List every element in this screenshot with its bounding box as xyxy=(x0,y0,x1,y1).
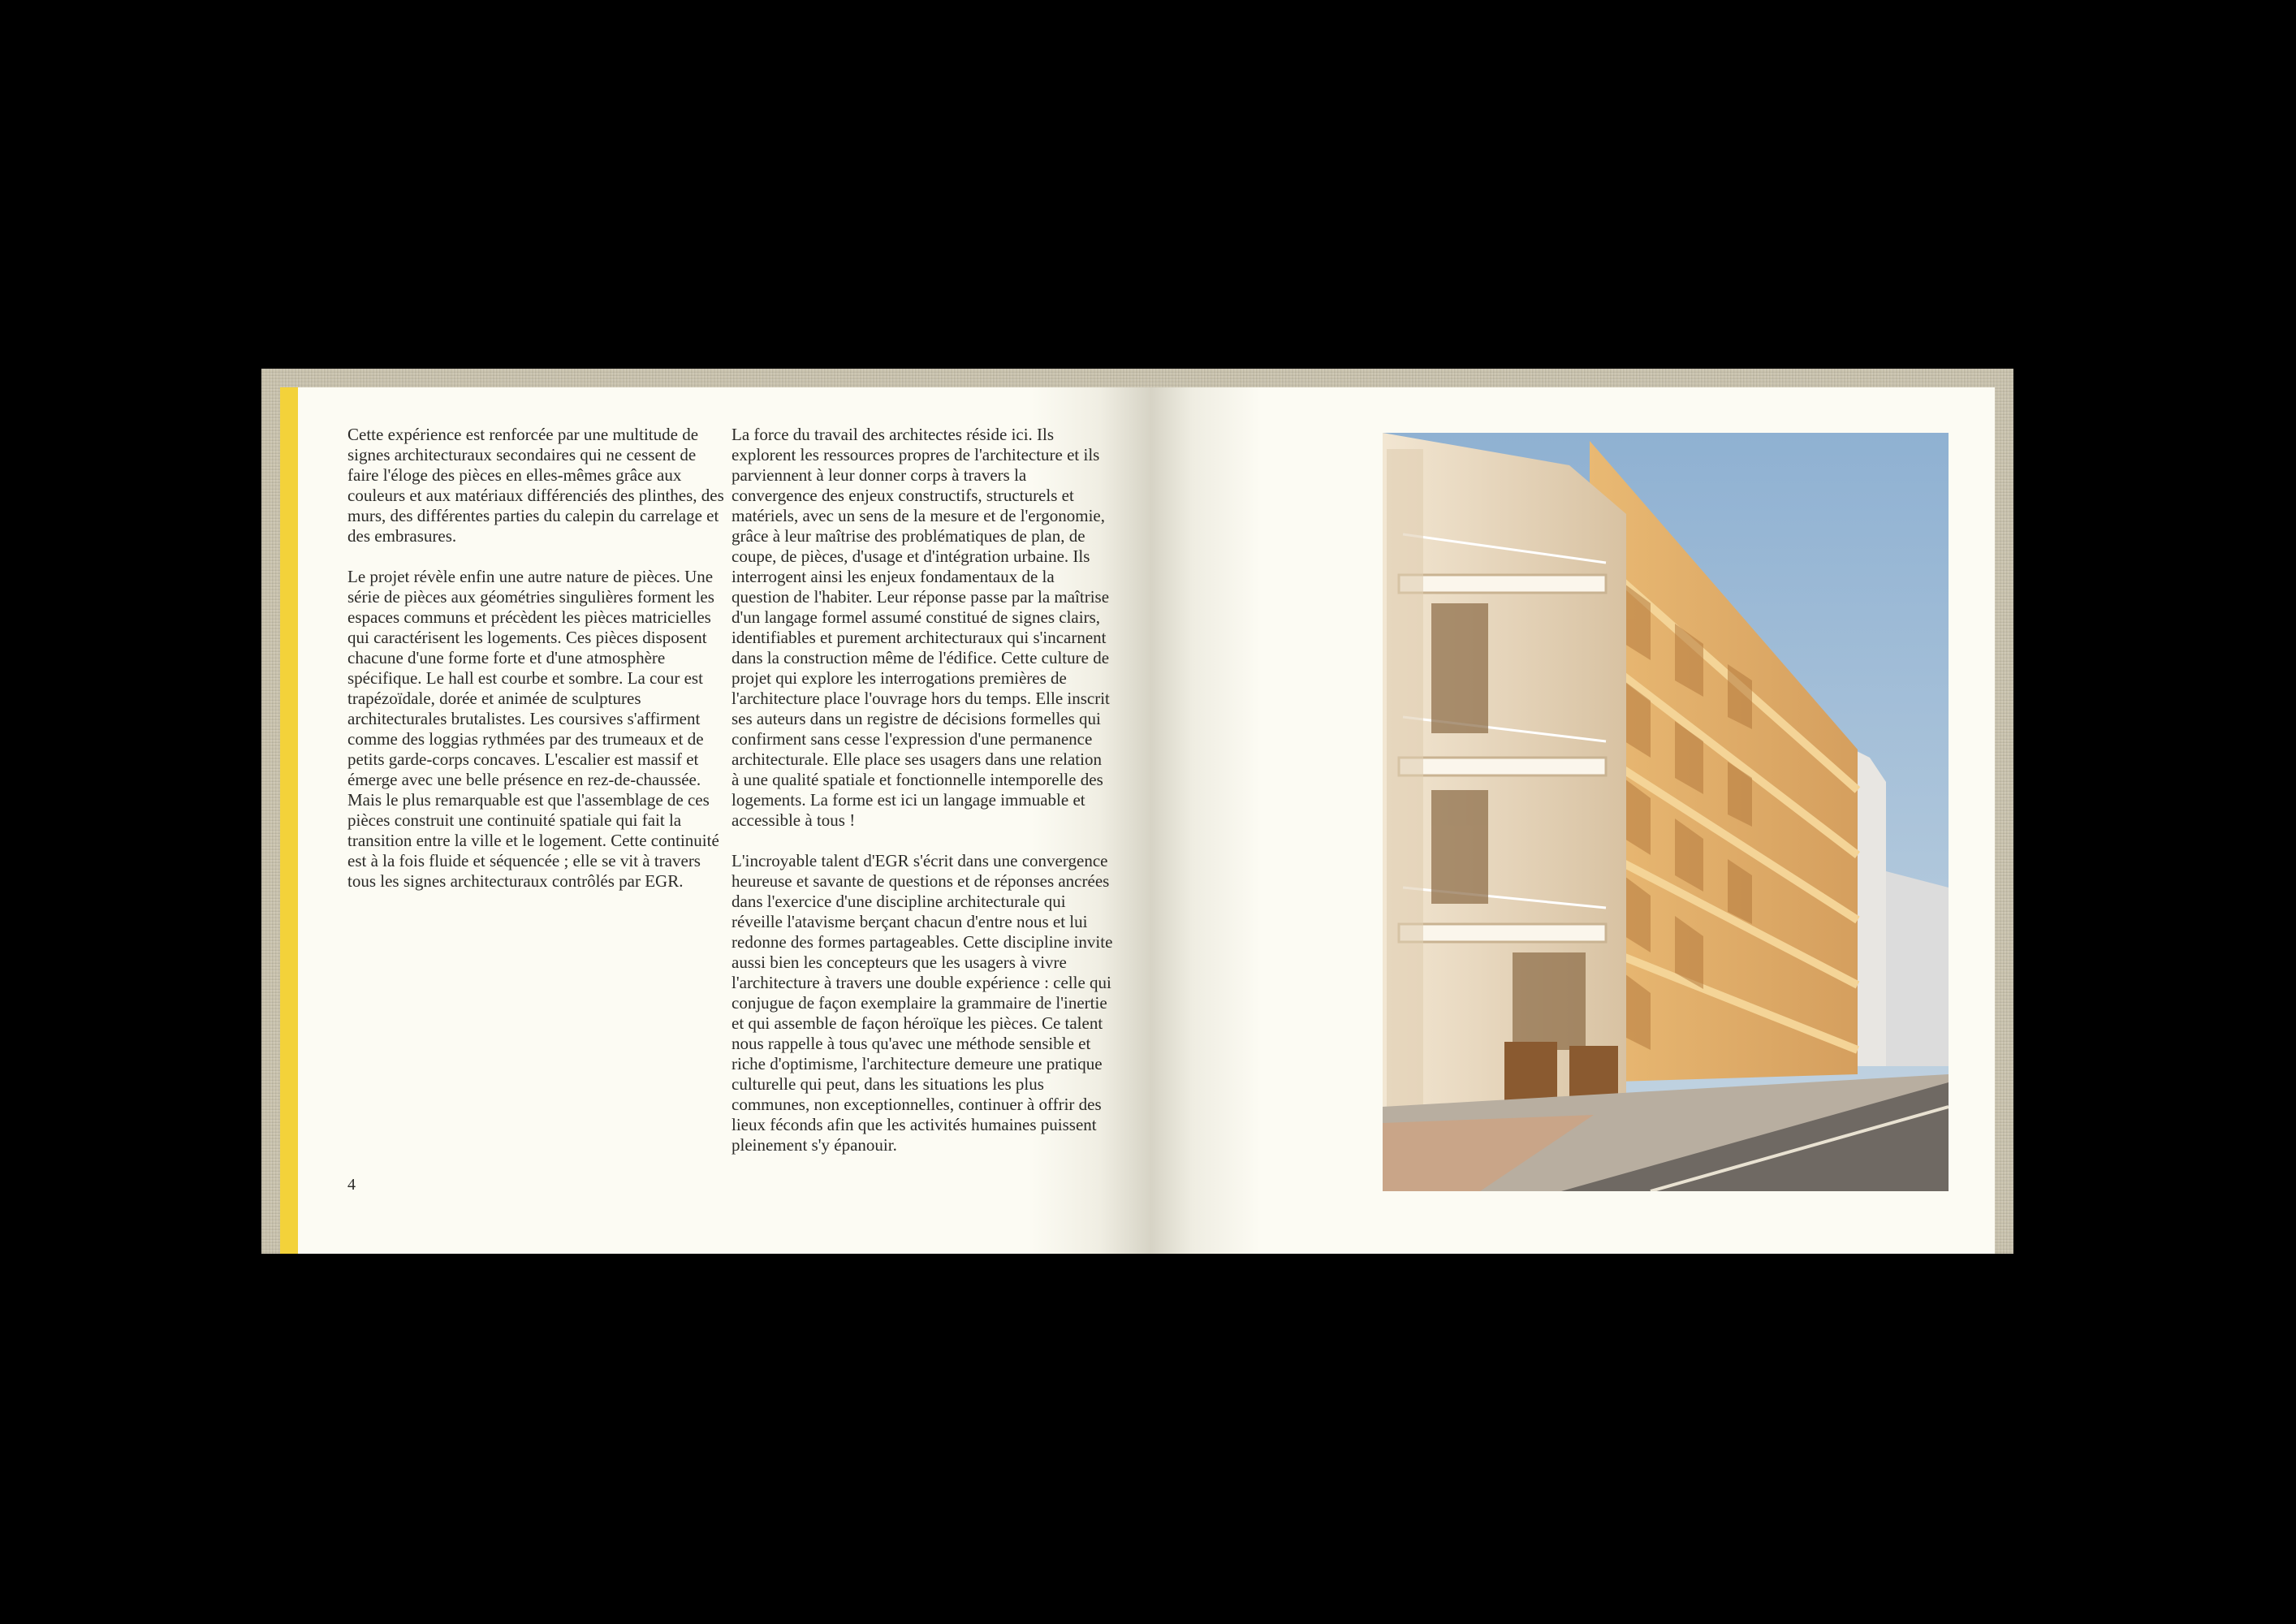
building-facade-photo xyxy=(1383,433,1949,1191)
paragraph: Cette expérience est renforcée par une multitude de signes architecturaux secondaires qui ne cessent de faire l'éloge des pièces en elles-mêmes grâce aux couleurs et aux matériaux différenciés des plinthes, des murs, des différentes parties du calepin du carrelage et des embrasures. xyxy=(347,425,724,546)
page-number: 4 xyxy=(347,1176,356,1194)
paragraph: La force du travail des architectes réside ici. Ils explorent les ressources propres de l'architecture et ils parviennent à leur donner corps à travers la convergence des enjeux constructifs, structurels et matériels, avec un sens de la mesure et de l'ergonomie, grâce à leur maîtrise des problématiques de plan, de coupe, de pièces, d'usage et d'intégration urbaine. Ils interrogent ainsi les enjeux fondamentaux de la question de l'habiter. Leur réponse passe par la maîtrise d'un langage formel assumé constitué de signes clairs, identifiables et purement architecturaux qui s'incarnent dans la construction même de l'édifice. Cette culture de projet qui explore les interrogations premières de l'architecture place l'ouvrage hors du temps. Elle inscrit ses auteurs dans un registre de décisions formelles qui confirment sans cesse l'expression d'une permanence architecturale. Elle place ses usagers dans une relation à une qualité spatiale et fonctionnelle intemporelle des logements. La forme est ici un langage immuable et accessible à tous ! xyxy=(732,425,1110,830)
paragraph: L'incroyable talent d'EGR s'écrit dans une convergence heureuse et savante de questions et de réponses ancrées dans l'exercice d'une discipline architecturale qui réveille l'atavisme berçant chacun d'entre nous et lui redonne des formes partageables. Cette discipline invite aussi bien les concepteurs que les usagers à vivre l'architecture à travers une double expérience : celle qui conjugue de façon exemplaire la grammaire de l'inertie et qui assemble de façon héroïque les pièces. Ce talent nous rappelle à tous qu'avec une méthode sensible et riche d'optimisme, l'architecture demeure une pratique culturelle qui peut, dans les situations les plus communes, non exceptionnelles, continuer à offrir des lieux féconds afin que les activités humaines puissent pleinement s'y épanouir. xyxy=(732,851,1113,1155)
building-illustration xyxy=(1383,433,1949,1191)
paragraph: Le projet révèle enfin une autre nature de pièces. Une série de pièces aux géométries singulières forment les espaces communs et précèdent les pièces matricielles qui caractérisent les logements. Ces pièces disposent chacune d'une forme forte et d'une atmosphère spécifique. Le hall est courbe et sombre. La cour est trapézoïdale, dorée et animée de sculptures architecturales brutalistes. Les coursives s'affirment comme des loggias rythmées par des trumeaux et de petits garde-corps concaves. L'escalier est massif et émerge avec une belle présence en rez-de-chaussée. Mais le plus remarquable est que l'assemblage de ces pièces construit une continuité spatiale qui fait la transition entre la ville et le logement. Cette continuité est à la fois fluide et séquencée ; elle se vit à travers tous les signes architecturaux contrôlés par EGR. xyxy=(347,567,719,891)
text-column-1 xyxy=(347,425,729,912)
text-column-2 xyxy=(732,425,1113,1176)
